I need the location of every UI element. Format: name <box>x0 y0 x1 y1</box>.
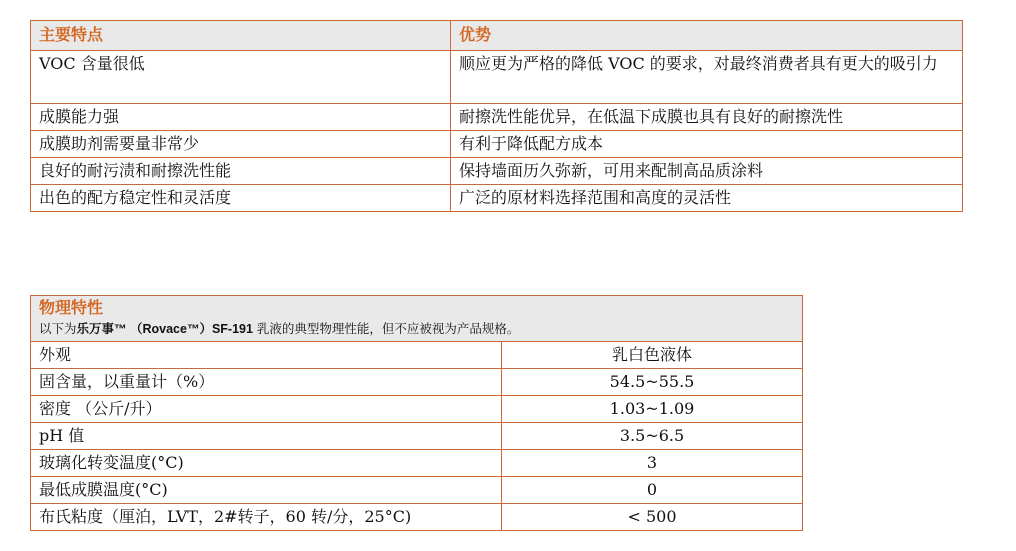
value-cell: 乳白色液体 <box>502 342 803 369</box>
advantage-cell: 顺应更为严格的降低 VOC 的要求，对最终消费者具有更大的吸引力 <box>451 51 963 104</box>
subtitle-suffix: 乳液的典型物理性能，但不应被视为产品规格。 <box>252 321 520 336</box>
table-row <box>31 396 803 423</box>
table-row <box>31 158 963 185</box>
features-header-row <box>31 21 963 51</box>
property-cell: 固含量，以重量计（%） <box>31 369 502 396</box>
value-cell: 0 <box>502 477 803 504</box>
feature-cell: VOC 含量很低 <box>31 51 451 104</box>
value-cell: < 500 <box>502 504 803 531</box>
table-row <box>31 51 963 104</box>
features-header-feature: 主要特点 <box>31 21 451 51</box>
features-header-advantage: 优势 <box>451 21 963 51</box>
value-cell: 3.5~6.5 <box>502 423 803 450</box>
advantage-cell: 耐擦洗性能优异，在低温下成膜也具有良好的耐擦洗性 <box>451 104 963 131</box>
advantage-cell: 广泛的原材料选择范围和高度的灵活性 <box>451 185 963 212</box>
table-row <box>31 104 963 131</box>
advantage-cell: 保持墙面历久弥新，可用来配制高品质涂料 <box>451 158 963 185</box>
property-cell: 外观 <box>31 342 502 369</box>
feature-cell: 成膜能力强 <box>31 104 451 131</box>
table-row <box>31 450 803 477</box>
section-title: 物理特性 <box>39 300 104 317</box>
table-row <box>31 131 963 158</box>
feature-cell: 成膜助剂需要量非常少 <box>31 131 451 158</box>
features-table <box>30 20 963 212</box>
value-cell: 3 <box>502 450 803 477</box>
properties-table <box>30 295 803 531</box>
properties-header <box>31 296 803 342</box>
property-cell: 布氏粘度（厘泊，LVT，2#转子，60 转/分，25°C) <box>31 504 502 531</box>
property-cell: 最低成膜温度(°C) <box>31 477 502 504</box>
property-cell: pH 值 <box>31 423 502 450</box>
properties-header-row <box>31 296 803 342</box>
table-row <box>31 423 803 450</box>
subtitle-prefix: 以下为 <box>39 321 77 336</box>
product-name: 乐万事™ （Rovace™）SF-191 <box>76 322 253 336</box>
advantage-cell: 有利于降低配方成本 <box>451 131 963 158</box>
table-row <box>31 504 803 531</box>
table-row <box>31 369 803 396</box>
table-row <box>31 342 803 369</box>
table-row <box>31 477 803 504</box>
value-cell: 1.03~1.09 <box>502 396 803 423</box>
feature-cell: 良好的耐污渍和耐擦洗性能 <box>31 158 451 185</box>
section-subtitle <box>39 320 794 338</box>
feature-cell: 出色的配方稳定性和灵活度 <box>31 185 451 212</box>
value-cell: 54.5~55.5 <box>502 369 803 396</box>
property-cell: 密度 （公斤/升） <box>31 396 502 423</box>
table-row <box>31 185 963 212</box>
property-cell: 玻璃化转变温度(°C) <box>31 450 502 477</box>
